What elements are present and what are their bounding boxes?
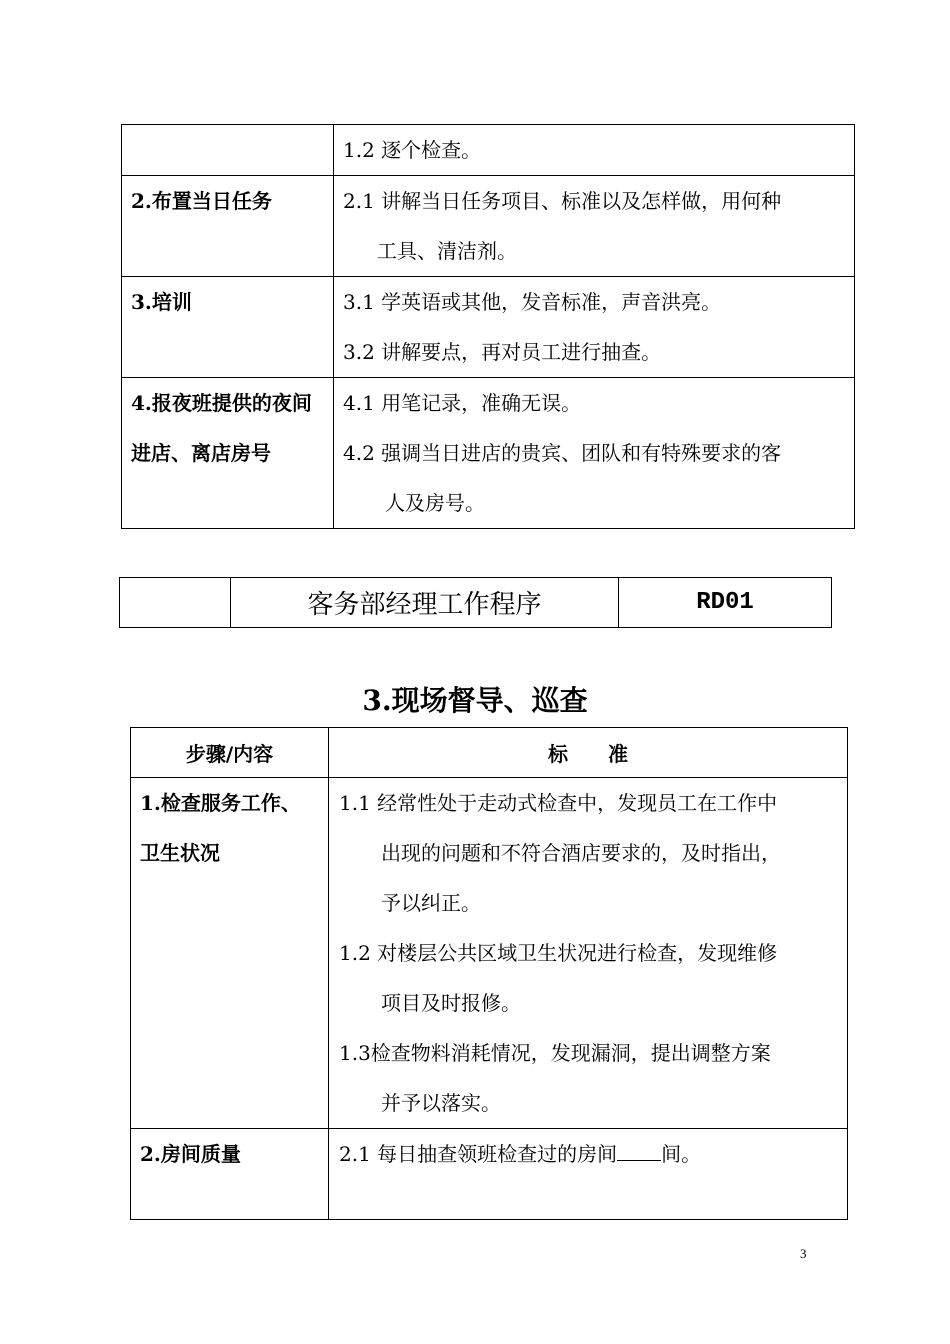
- standard-line-indent: 工具、清洁剂。: [377, 239, 517, 263]
- standard-line: 1.2 对楼层公共区域卫生状况进行检查，发现维修: [339, 941, 778, 965]
- standard-line-indent: 予以纠正。: [381, 891, 481, 915]
- table-row: [122, 125, 855, 176]
- step-cell: [122, 378, 334, 529]
- standard-line: 2.1 讲解当日任务项目、标准以及怎样做，用何种: [343, 189, 782, 213]
- step-cell: 2.布置当日任务: [122, 176, 334, 277]
- standard-cell: [334, 378, 855, 529]
- standard-line-indent: 并予以落实。: [381, 1091, 501, 1115]
- standard-line-indent: 项目及时报修。: [381, 991, 521, 1015]
- step-cell: [131, 778, 329, 1129]
- document-title: 客务部经理工作程序: [231, 578, 619, 628]
- step-line: 进店、离店房号: [131, 441, 271, 465]
- standard-line-indent: 出现的问题和不符合酒店要求的，及时指出，: [381, 841, 781, 865]
- standard-cell: [329, 1129, 848, 1220]
- step-line: 4.报夜班提供的夜间: [131, 391, 312, 415]
- standard-line: 3.1 学英语或其他，发音标准，声音洪亮。: [343, 290, 722, 314]
- standard-line: 3.2 讲解要点，再对员工进行抽查。: [343, 340, 662, 364]
- fill-in-blank: [617, 1134, 661, 1161]
- standard-line: 1.2 逐个检查。: [343, 138, 482, 162]
- procedure-table-continued: [121, 124, 855, 529]
- table-row: [122, 378, 855, 529]
- column-header-step: 步骤/内容: [131, 728, 329, 778]
- step-line: 1.检查服务工作、: [140, 791, 301, 815]
- document-title-box: [119, 577, 832, 628]
- step-line: 卫生状况: [140, 841, 220, 865]
- section-title: 3.现场督导、巡查: [362, 684, 588, 717]
- standard-cell: [329, 778, 848, 1129]
- table-row: [122, 176, 855, 277]
- table-row: [131, 1129, 848, 1220]
- standard-line: 4.2 强调当日进店的贵宾、团队和有特殊要求的客: [343, 441, 782, 465]
- standard-text: 2.1 每日抽查领班检查过的房间: [339, 1142, 618, 1166]
- standard-cell: [334, 125, 855, 176]
- document-code: RD01: [619, 578, 832, 628]
- standard-cell: [334, 277, 855, 378]
- table-header-row: [131, 728, 848, 778]
- standard-text: 间。: [661, 1142, 702, 1166]
- standard-line: 1.1 经常性处于走动式检查中，发现员工在工作中: [339, 791, 778, 815]
- standard-line: 1.3检查物料消耗情况，发现漏洞，提出调整方案: [339, 1041, 771, 1065]
- step-cell: 2.房间质量: [131, 1129, 329, 1220]
- page-number: 3: [800, 1246, 807, 1261]
- standard-cell: [334, 176, 855, 277]
- standard-line-indent: 人及房号。: [385, 491, 485, 515]
- table-row: [122, 277, 855, 378]
- inspection-procedure-table: [130, 727, 848, 1220]
- column-header-standard: 标 准: [329, 728, 848, 778]
- title-box-empty-cell: [120, 578, 231, 628]
- step-cell: [122, 125, 334, 176]
- standard-line: 4.1 用笔记录，准确无误。: [343, 391, 582, 415]
- table-row: [131, 778, 848, 1129]
- step-cell: 3.培训: [122, 277, 334, 378]
- standard-line: [339, 1129, 841, 1179]
